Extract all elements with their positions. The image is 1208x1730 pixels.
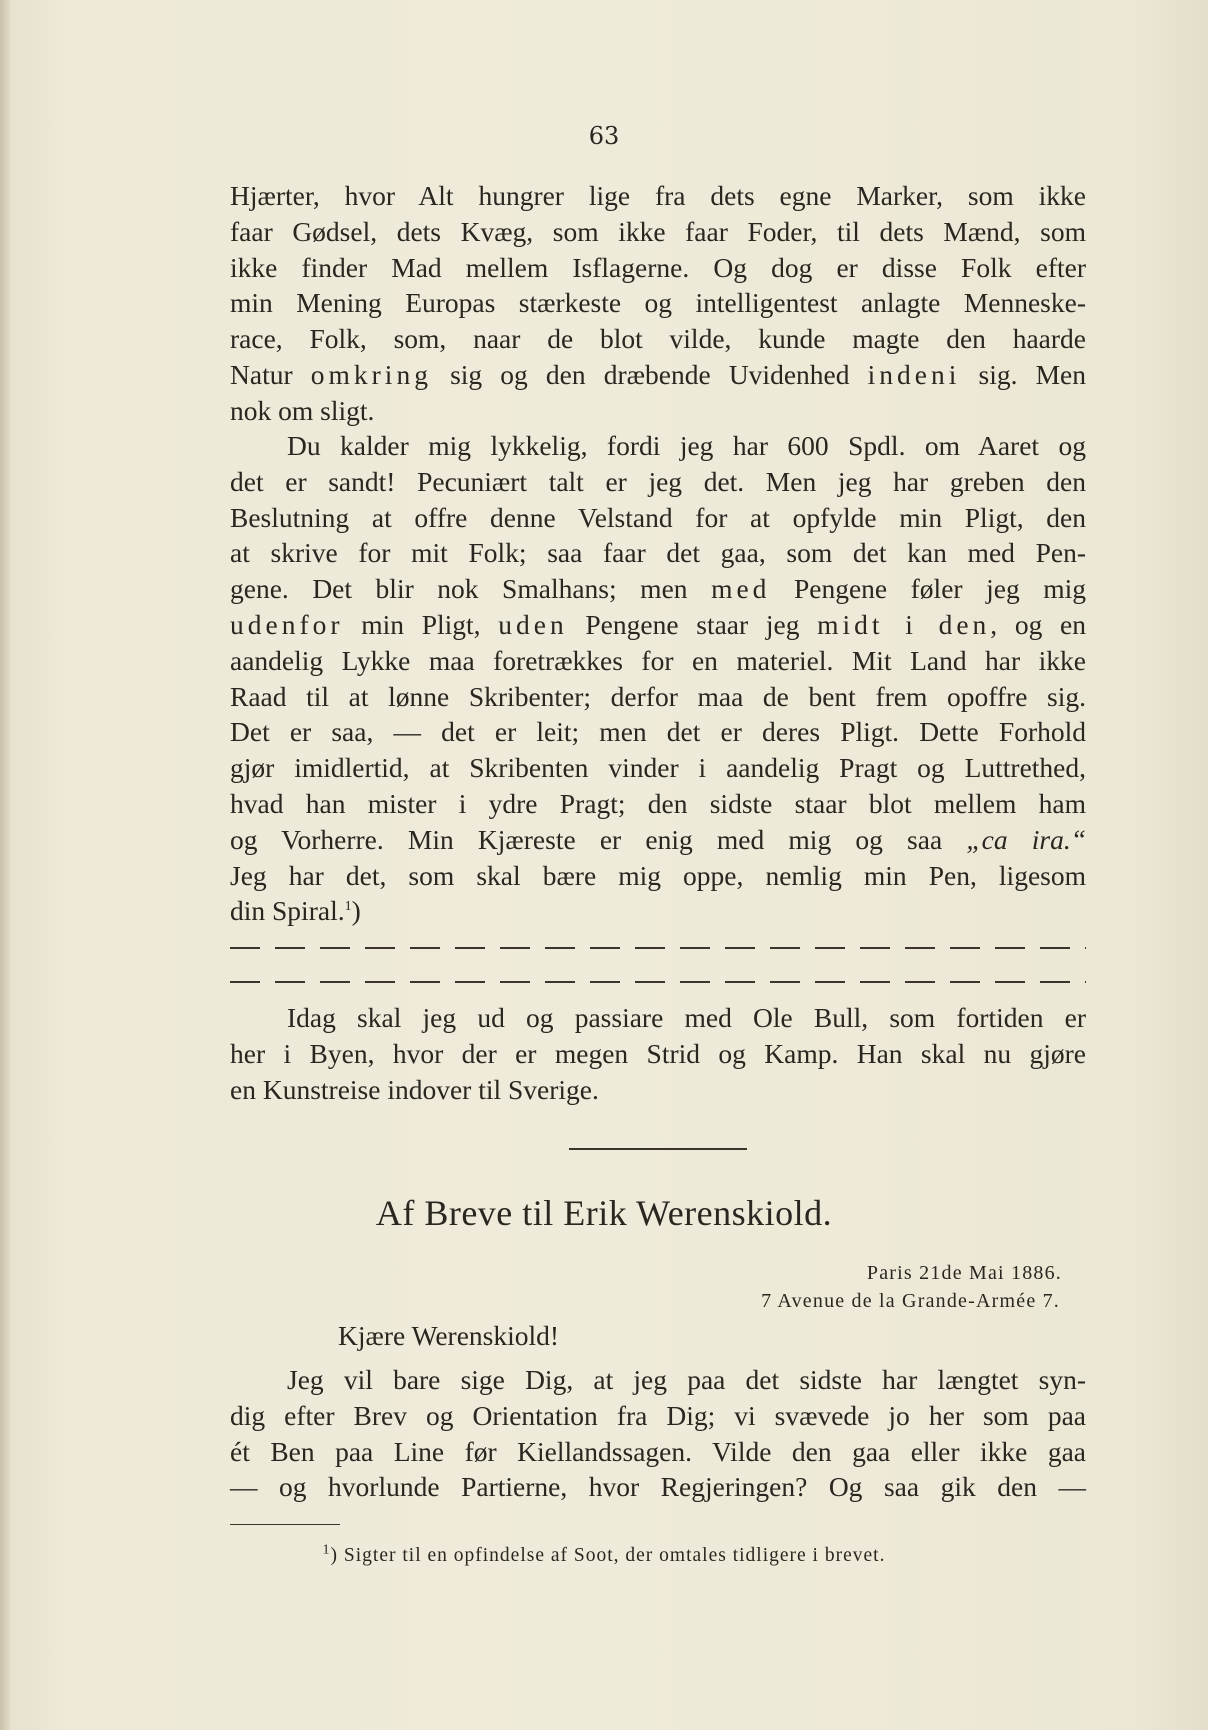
- text-line: her i Byen, hvor der er megen Strid og Kamp. Han skal nu gjøre: [230, 1037, 1086, 1069]
- text-line: gjør imidlertid, at Skribenten vinder i aandelig Pragt og Luttrethed,: [230, 752, 1086, 784]
- text-line: faar Gødsel, dets Kvæg, som ikke faar Foder, til dets Mænd, som: [230, 215, 1086, 247]
- text-line: dig efter Brev og Orientation fra Dig; vi svævede jo her som paa: [230, 1399, 1086, 1431]
- text-line: Du kalder mig lykkelig, fordi jeg har 600 Spdl. om Aaret og: [287, 430, 1086, 461]
- text-line: Jeg vil bare sige Dig, at jeg paa det sidste har længtet syn-: [287, 1364, 1086, 1395]
- text-line: Raad til at lønne Skribenter; derfor maa de bent frem opoffre sig.: [230, 680, 1086, 712]
- text-line: Jeg har det, som skal bære mig oppe, nemlig min Pen, ligesom: [230, 859, 1086, 891]
- text-line: aandelig Lykke maa foretrækkes for en materiel. Mit Land har ikke: [230, 644, 1086, 676]
- italic-phrase: „ca ira.“: [966, 823, 1087, 855]
- text-fragment: Natur: [230, 358, 311, 390]
- dateline-address: 7 Avenue de la Grande-Armée 7.: [761, 1290, 1060, 1312]
- text-fragment: sig. Men: [960, 358, 1086, 390]
- section-heading: Af Breve til Erik Werenskiold.: [375, 1193, 833, 1233]
- text-line: [230, 822, 1086, 858]
- text-line: hvad han mister i ydre Pragt; den sidste staar blot mellem ham: [230, 787, 1086, 819]
- dateline-date: Paris 21de Mai 1886.: [866, 1262, 1062, 1284]
- omission-dash-row: [230, 947, 1086, 949]
- text-line: [230, 893, 1086, 929]
- paragraph-2: [230, 428, 1086, 929]
- spaced-word: omkring: [310, 358, 432, 390]
- text-line: en Kunstreise indover til Sverige.: [230, 1073, 599, 1105]
- page-spine-shadow: [0, 0, 10, 1730]
- text-fragment: Pengene føler jeg mig: [770, 573, 1087, 605]
- text-line: ét Ben paa Line før Kiellandssagen. Vilde den gaa eller ikke gaa: [230, 1435, 1086, 1467]
- text-line: Det er saa, — det er leit; men det er deres Pligt. Dette Forhold: [230, 716, 1086, 748]
- omission-dash-row: [230, 981, 1086, 983]
- text-line: — og hvorlunde Partierne, hvor Regjeringen? Og saa gik den —: [230, 1471, 1086, 1503]
- footnote-rule: [230, 1524, 340, 1525]
- footnote-marker: 1: [322, 1542, 331, 1558]
- text-line: race, Folk, som, naar de blot vilde, kunde magte den haarde: [230, 323, 1086, 355]
- text-line: ikke finder Mad mellem Isflagerne. Og dog er disse Folk efter: [230, 251, 1086, 283]
- text-line: Idag skal jeg ud og passiare med Ole Bull, som fortiden er: [287, 1002, 1086, 1033]
- text-fragment: sig og den dræbende Uvidenhed: [431, 358, 868, 390]
- text-fragment: gene. Det blir nok Smalhans; men: [230, 573, 712, 605]
- text-line: [230, 357, 1086, 393]
- text-fragment: og Vorherre. Min Kjæreste er enig med mig og saa: [230, 823, 967, 855]
- text-fragment: min Pligt,: [343, 608, 499, 640]
- spaced-word: uden: [498, 608, 568, 640]
- paragraph-1: [230, 178, 1086, 429]
- spaced-word: midt i den: [817, 608, 991, 640]
- page-number: 63: [588, 122, 620, 150]
- section-divider: [569, 1148, 747, 1150]
- spaced-word: med: [711, 573, 771, 605]
- text-line: [230, 571, 1086, 607]
- text-fragment: din Spiral.: [230, 895, 345, 927]
- text-line: Beslutning at offre denne Velstand for at opfylde min Pligt, den: [230, 501, 1086, 533]
- text-fragment: , og en: [990, 608, 1087, 640]
- paragraph-3: [230, 1000, 1086, 1107]
- text-fragment: ): [351, 895, 361, 927]
- footnote: [0, 1542, 1208, 1567]
- text-line: min Mening Europas stærkeste og intelligentest anlagte Menneske-: [230, 287, 1086, 319]
- text-line: [230, 607, 1086, 643]
- paragraph-4: [230, 1362, 1086, 1505]
- text-fragment: Pengene staar jeg: [567, 608, 818, 640]
- text-line: det er sandt! Pecuniært talt er jeg det. Men jeg har greben den: [230, 465, 1086, 497]
- salutation: Kjære Werenskiold!: [338, 1320, 560, 1351]
- text-line: Hjærter, hvor Alt hungrer lige fra dets egne Marker, som ikke: [230, 180, 1086, 211]
- text-line: nok om sligt.: [230, 394, 375, 426]
- spaced-word: indeni: [867, 358, 961, 390]
- footnote-reference: 1: [344, 899, 352, 915]
- footnote-text: ) Sigter til en opfindelse af Soot, der omtales tidligere i brevet.: [330, 1545, 886, 1566]
- text-line: at skrive for mit Folk; saa faar det gaa, som det kan med Pen-: [230, 537, 1086, 569]
- spaced-word: udenfor: [230, 608, 344, 640]
